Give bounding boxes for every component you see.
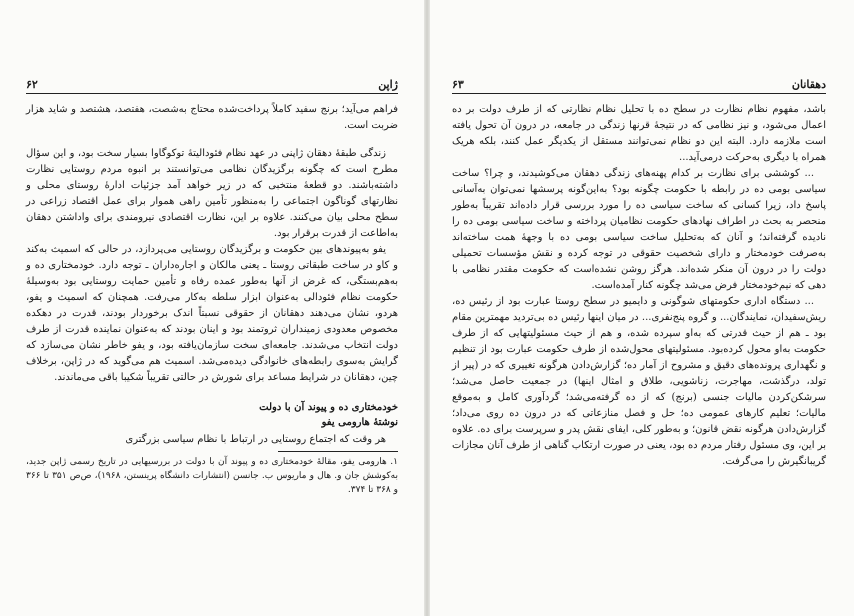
right-page [452, 78, 826, 470]
right-page-title: دهقانان [791, 78, 826, 91]
left-page [26, 78, 398, 497]
right-page-header [452, 78, 826, 94]
section-subheading: خودمختاری ده و پیوند آن با دولت [259, 402, 398, 413]
right-paragraph-2: ... کوششی برای نظارت بر کدام پهنه‌های زندگی دهقان می‌کوشیدند، و چرا؟ ساخت سیاسی بومی ده در رابطه با حکومت چگونه بود؟ به‌این‌گونه پرسشها نمی‌توان به‌آسانی پاسخ داد، زیرا کسانی که ساخت سیاسی ده را مورد بررسی قرار داده‌اند تقریباً به‌طور منحصر به بحث در اطراف نهادهای حکومت نظامیان پرداخته و ساخت سیاسی بومی ده را نادیده گرفته‌اند؛ و آنان که به‌تحلیل ساخت سیاسی بومی ده با وجههٔ همت ساخته‌اند به‌صرفت خودمختار و دارای شخصیت حقوقی در توجه کرده و نقش مؤسسات تحمیلی دولت را در درون آن منکر شده‌اند. هرگز روشن نشده‌است که حکومت مقتدر نظامی با دهی که نیم‌خودمختار فرض می‌شد چگونه کنار آمده‌است. [452, 168, 826, 291]
footnote-separator [278, 451, 398, 452]
left-paragraph-2: زندگی طبقهٔ دهقان ژاپنی در عهد نظام فئودالیتهٔ توکوگاوا بسیار سخت بود، و این سؤال مطرح است که چگونه برگزیدگان نظامی می‌توانستند بر انبوه مردم روستایی نظارت داشته‌باشند. دو قطعهٔ منتخبی که در زیر خواهد آمد جزئیات ادارهٔ روستای محلی و نظارتهای گوناگون اجتماعی را به‌منظور تأمین راهی هموار برای عمل اقتصاد زراعی در سطح محلی بیان می‌کنند. علاوه بر این، نظارت اقتصادی نیرومندی برای واداشتن دهقان به‌اطاعت از قدرت برقرار بود. [26, 148, 398, 239]
left-paragraph-3: یفو به‌پیوندهای بین حکومت و برگزیدگان روستایی می‌پردازد، در حالی که اسمیث به‌کند و کاو در ساخت طبقاتی روستا ـ یعنی مالکان و اجاره‌داران ـ توجه دارد. خودمختاری ده و به‌هم‌بستگی، که غرض از آنها به‌طور عمده رفاه و تأمین حمایت روستایی بود به‌وسیلهٔ حکومت نظام فئودالی به‌عنوان ابزار سلطه به‌کار می‌رفت. همچنان که اسمیث و یفو، هردو، نشان می‌دهند دهقانان از حقوقی نسبتاً اندک برخوردار بودند، قدرت در دهکده مخصوص معدودی زمینداران ثروتمند بود و اینان بودند که به‌عنوان نماینده قدرت از طرف دولت انتخاب می‌شدند. جامعه‌ای سخت سازمان‌یافته بود، و یفو خاطر نشان می‌سازد که گرایش به‌سوی رابطه‌های خانوادگی دیده‌می‌شد. اسمیث هم می‌گوید که در ژاپن، برخلاف چین، دهقانان در شرایط مساعد برای شورش در حالتی تقریباً شکیبا باقی می‌ماندند. [26, 244, 398, 383]
left-page-title: ژاپن [378, 78, 398, 91]
left-page-header [26, 78, 398, 94]
left-paragraph-4: هر وقت که اجتماع روستایی در ارتباط با نظام سیاسی بزرگتری [125, 434, 386, 445]
section-author: نوشتهٔ هارومی یفو [321, 417, 398, 428]
right-page-number: ۶۳ [452, 78, 464, 91]
left-paragraph-1: فراهم می‌آید؛ برنج سفید کاملاً پرداخت‌شده محتاج به‌شصت، هفتصد، هشتصد و شاید هزار ضربت است. [26, 104, 398, 131]
footnote: ۱. هارومی یفو، مقالهٔ خودمختاری ده و پیوند آن با دولت در بررسیهایی در تاریخ رسمی ژاپن جدید، به‌کوشش جان و. هال و ماریوس ب. جانسن (انتشارات دانشگاه پرینستن، ۱۹۶۸)، ص‌ص ۳۵۱ تا ۳۶۶ و ۳۶۸ تا ۳۷۴. [26, 457, 398, 495]
right-paragraph-3: ... دستگاه اداری حکومتهای شوگونی و دایمیو در سطح روستا عبارت بود از رئیس ده، ریش‌سفیدان، نمایندگان... و گروه پنج‌نفری... در میان اینها رئیس ده بی‌تردید مهمترین مقام بود ـ هم از حیث قدرتی که به‌او سپرده شده، و هم از حیث مسئولیتهایی که از طرف حکومت به‌او محول کرده‌بود. مسئولیتهای محول‌شده از طرف حکومت عبارت بود از تنظیم و نگهداری پرونده‌های دقیق و مشروح از آمار ده؛ گزارش‌دادن هرگونه تغییری که در (پیر از تولد، درگذشت، مهاجرت، زناشویی، طلاق و امثال اینها) در جمعیت حاصل می‌شد؛ سرشکن‌کردن مالیات جنسی (برنج) که از ده گرفته‌می‌شد؛ گردآوری کامل و به‌موقع مالیات؛ تعلیم کارهای عمومی ده؛ حل و فصل منازعاتی که در درون ده روی می‌داد؛ گزارش‌دادن هرگونه نقض قانون؛ و به‌طور کلی، ایفای نقش پدر و سرپرست برای ده. علاوه بر این، وی مسئول رفتار مردم ده بود، یعنی در صورت ارتکاب گناهی از طرف آنان مجازات گریبانگیرش را می‌گرفت. [452, 296, 827, 467]
right-paragraph-1: باشد، مفهوم نظام نظارت در سطح ده با تحلیل نظام نظارتی که از طرف دولت بر ده اعمال می‌شود، و نیز نظامی که در نتیجهٔ قرنها زندگی در جامعه، در درون آن تحول یافته است ملازمه دارد. البته این دو نظام نمی‌توانند مستقل از یکدیگر عمل کنند، بلکه هریک همراه با دیگری به‌حرکت درمی‌آید... [452, 104, 826, 163]
left-page-number: ۶۲ [26, 78, 38, 91]
book-gutter [424, 0, 430, 616]
